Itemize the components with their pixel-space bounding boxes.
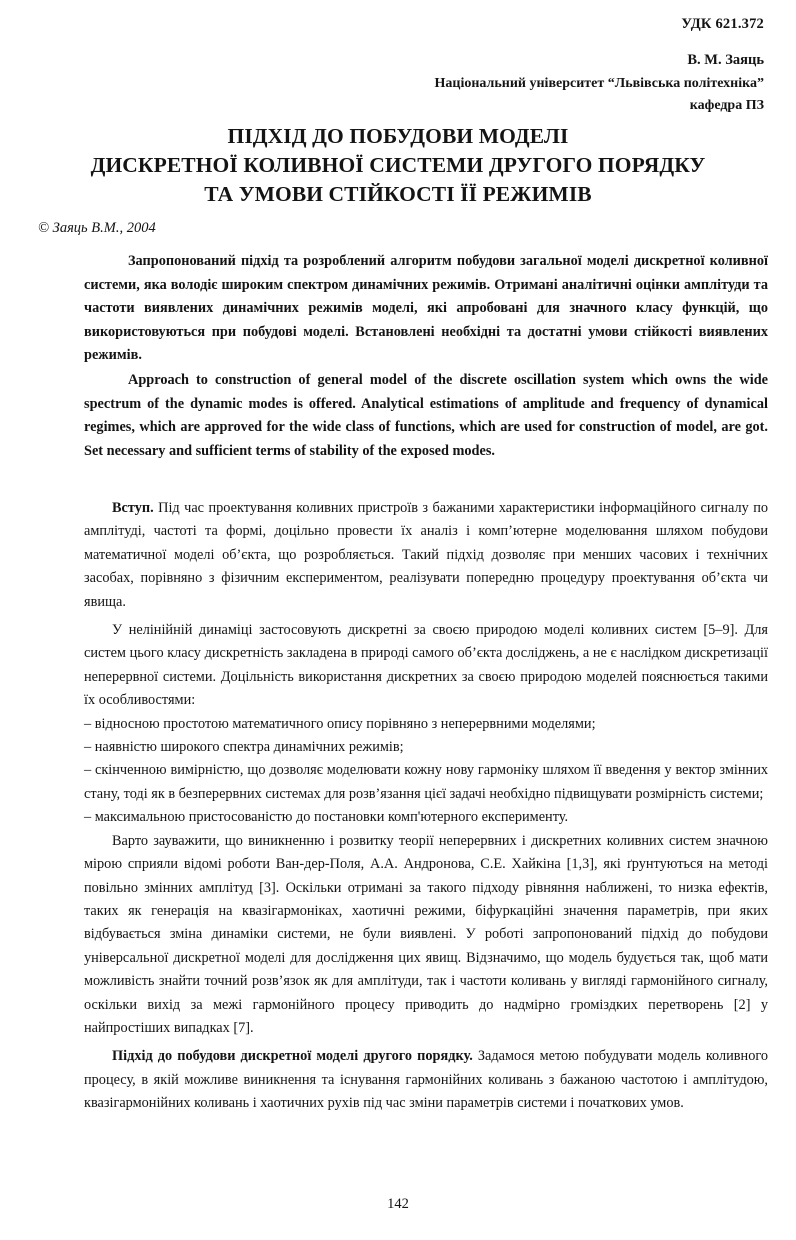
title-line-2: ДИСКРЕТНОЇ КОЛИВНОЇ СИСТЕМИ ДРУГОГО ПОРЯДКУ <box>90 153 706 177</box>
abstract-ukrainian: Запропонований підхід та розроблений алгоритм побудови загальної моделі дискретної коливної системи, яка володіє широким спектром динамічних режимів. Отримані аналітичні оцінки амплітуди та частоти виявлених динамічних режимів моделі, які апробовані для значного класу функцій, що використовуються при побудові моделі. Встановлені необхідні та достатні умови стійкості виявлених режимів. <box>84 253 768 364</box>
section-text: Задамося метою побудувати модель коливного процесу, в якій можливе виникнення та існування гармонійних коливань з бажаною частотою і амплітудою, квазігармонійних коливань і хаотичних рухів під час зміни параметрів системи і початкових умов. <box>84 1048 768 1112</box>
udc-code: УДК 621.372 <box>681 16 764 32</box>
paper-title <box>40 122 756 209</box>
intro-paragraph <box>84 497 768 614</box>
intro-heading: Вступ. <box>112 500 154 516</box>
affiliation-university: Національний університет “Львівська політехніка” <box>434 76 764 91</box>
affiliation-department: кафедра ПЗ <box>689 98 764 113</box>
approach-paragraph <box>84 1045 768 1115</box>
title-line-1: ПІДХІД ДО ПОБУДОВИ МОДЕЛІ <box>227 124 569 148</box>
abstract-english: Approach to construction of general model of the discrete oscillation system which owns the wide spectrum of the dynamic modes is offered. Analytical estimations of amplitude and frequency of dynamical regimes, which are approved for the wide class of functions, which are used for construction of model, are got. Set necessary and sufficient terms of stability of the exposed modes. <box>84 372 768 459</box>
feature-list-item: – максимальною пристосованістю до постановки комп'ютерного експерименту. <box>84 809 569 826</box>
feature-list-item: – наявністю широкого спектра динамічних режимів; <box>84 739 404 756</box>
history-paragraph: Варто зауважити, що виникненню і розвитку теорії неперервних і дискретних коливних систем значною мірою сприяли відомі роботи Ван-дер-Поля, А.А. Андронова, С.Е. Хайкіна [1,3], які ґрунтуються на методі повільно змінних амплітуд [3]. Оскільки отримані за такого підходу рівняння наближені, то низка ефектів, таких як генерація на квазігармоніках, хаотичні режими, біфуркаційні значення параметрів, при яких відбувається зміна динаміки системи, не були виявлені. У роботі запропонований підхід до побудови універсальної дискретної моделі для дослідження цих явищ. Відзначимо, що модель будується так, щоб мати можливість знайти точний розв’язок як для амплітуди, так і частоти коливань у вигляді гармонійного сигналу, оскільки вихід за межі гармонійного процесу приводить до надмірно громіздких перетворень [2] у найпростіших випадках [7]. <box>84 832 768 1036</box>
affiliation <box>435 73 765 117</box>
body-text <box>84 497 768 1116</box>
intro-text: Під час проектування коливних пристроїв з бажаними характеристики інформаційного сигналу по амплітуді, частоті та формі, доцільно провести їх аналіз і комп’ютерне моделювання шляхом побудови математичної моделі об’єкта, що розробляється. Такий підхід дозволяє при менших часових і технічних засобах, порівняно з фізичним експериментом, реалізувати попередню процедуру проектування об’єкта чи явища. <box>84 500 768 610</box>
page-number: 142 <box>387 1196 409 1212</box>
feature-list-item: – відносною простотою математичного опису порівняно з неперервними моделями; <box>84 715 596 732</box>
copyright-notice: © Заяць В.М., 2004 <box>38 220 156 236</box>
section-heading: Підхід до побудови дискретної моделі другого порядку. <box>112 1048 473 1065</box>
feature-list-item: – скінченною вимірністю, що дозволяє моделювати кожну нову гармоніку шляхом її введення у вектор змінних стану, тоді як в безперервних системах для розв’язання цієї задачі необхідно підвищувати розмірність системи; <box>84 762 768 802</box>
title-line-3: ТА УМОВИ СТІЙКОСТІ ЇЇ РЕЖИМІВ <box>204 182 592 206</box>
author-name: В. М. Заяць <box>687 52 764 68</box>
nonlinear-dynamics-paragraph: У нелінійній динаміці застосовують дискретні за своєю природою моделі коливних систем [5–9]. Для систем цього класу дискретність закладена в природі самого об’єкта досліджень, а не є наслідком дискретизації неперервної системи. Доцільність використання дискретних за своєю природою моделей пояснюється такими їх особливостями: <box>84 622 768 709</box>
